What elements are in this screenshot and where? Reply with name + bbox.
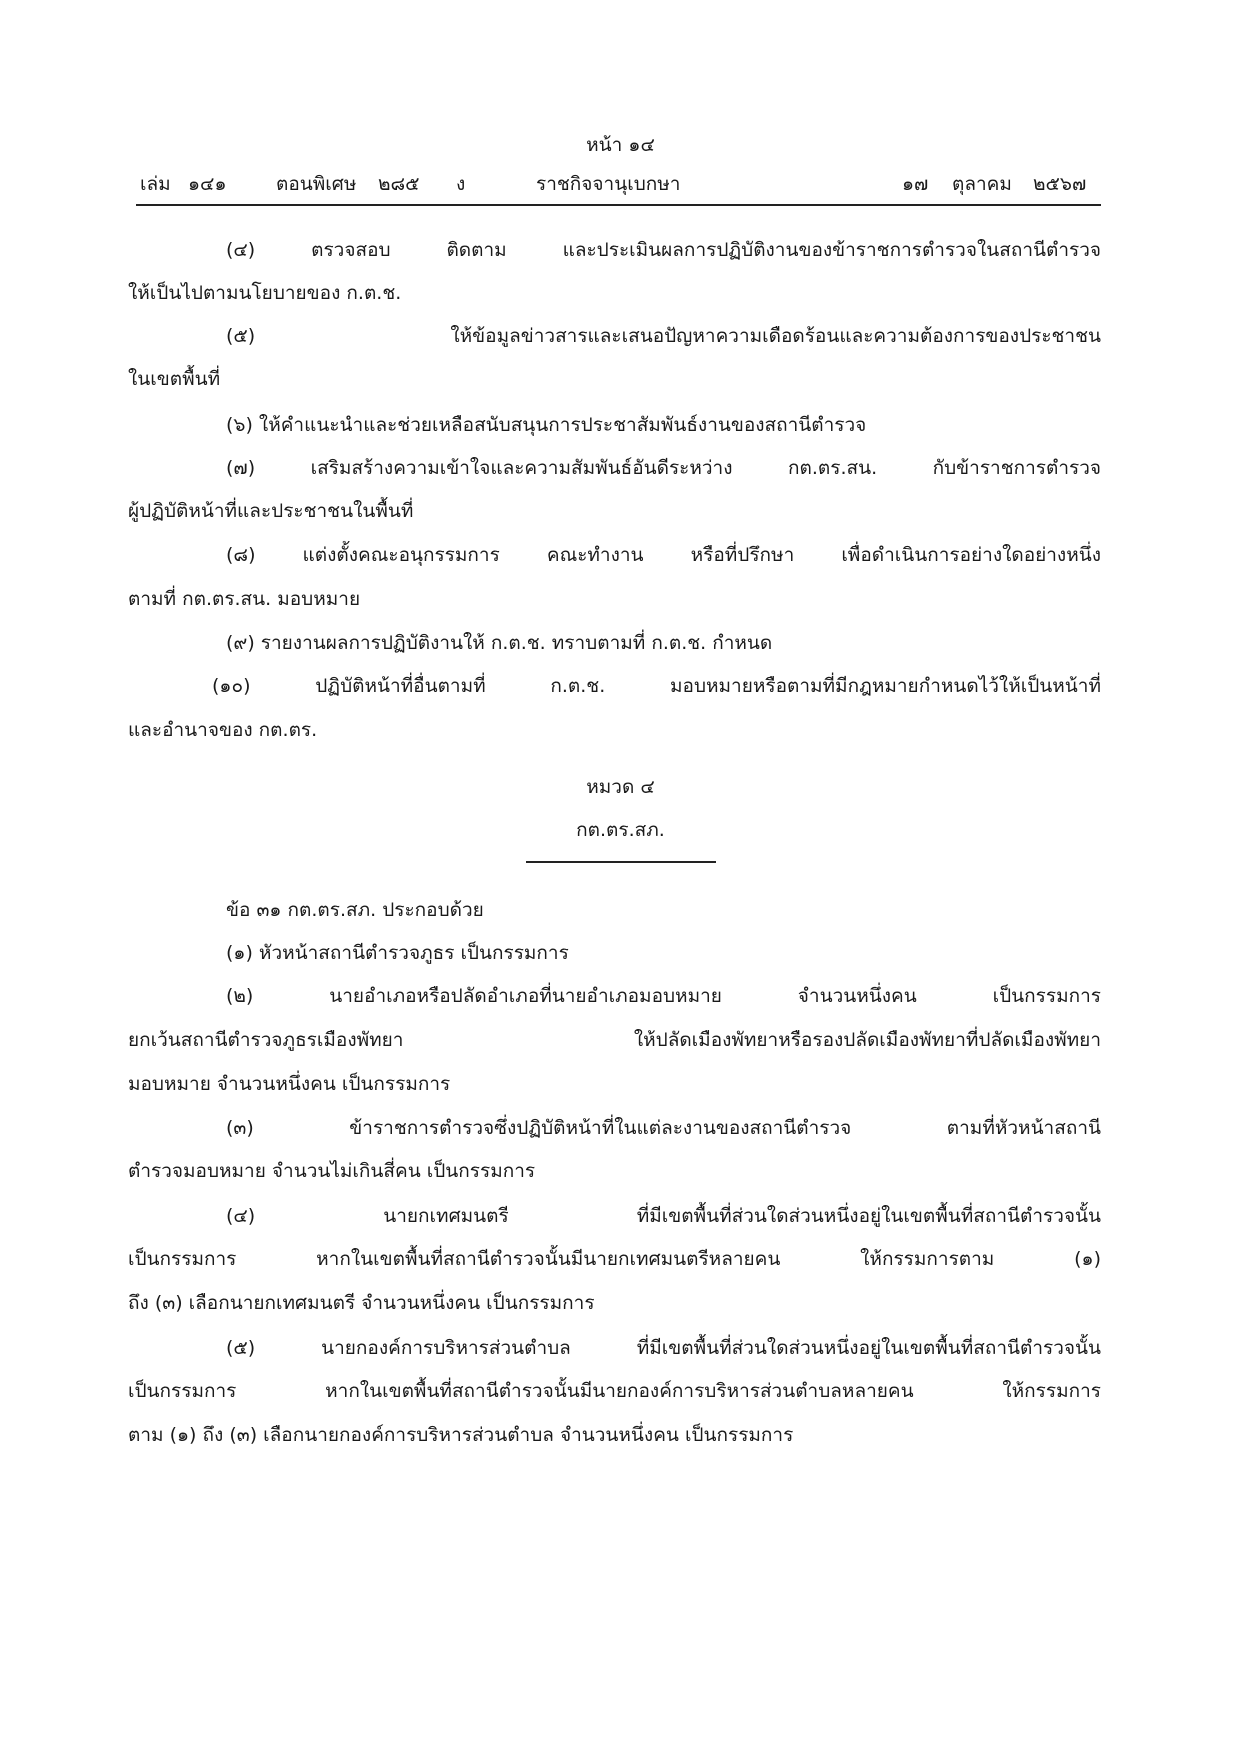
publication-title: ราชกิจจานุเบกษา xyxy=(536,173,681,195)
paragraph-line: (๔) นายกเทศมนตรี ที่มีเขตพื้นที่ส่วนใดส่วนหนึ่งอยู่ในเขตพื้นที่สถานีตำรวจนั้น xyxy=(226,1205,1101,1227)
paragraph-line: (๑) หัวหน้าสถานีตำรวจภูธร เป็นกรรมการ xyxy=(226,942,569,964)
page-number: หน้า ๑๔ xyxy=(586,134,655,156)
header-divider xyxy=(136,204,1101,206)
paragraph-line: ผู้ปฏิบัติหน้าที่และประชาชนในพื้นที่ xyxy=(128,500,414,522)
paragraph-line: ในเขตพื้นที่ xyxy=(128,368,221,390)
paragraph-line: (๒) นายอำเภอหรือปลัดอำเภอที่นายอำเภอมอบหมาย จำนวนหนึ่งคน เป็นกรรมการ xyxy=(226,985,1101,1007)
gazette-header xyxy=(140,170,1101,198)
paragraph-line: (๘) แต่งตั้งคณะอนุกรรมการ คณะทำงาน หรือที่ปรึกษา เพื่อดำเนินการอย่างใดอย่างหนึ่ง xyxy=(226,544,1101,566)
date-year: ๒๕๖๗ xyxy=(1033,173,1087,195)
paragraph-line: (๖) ให้คำแนะนำและช่วยเหลือสนับสนุนการประชาสัมพันธ์งานของสถานีตำรวจ xyxy=(226,414,867,436)
issue-label: ตอนพิเศษ xyxy=(276,173,357,195)
paragraph-line: มอบหมาย จำนวนหนึ่งคน เป็นกรรมการ xyxy=(128,1073,451,1095)
chapter-title: หมวด ๔ xyxy=(586,776,655,798)
paragraph-line: ยกเว้นสถานีตำรวจภูธรเมืองพัทยา ให้ปลัดเมืองพัทยาหรือรองปลัดเมืองพัทยาที่ปลัดเมืองพัทยา xyxy=(128,1029,1101,1051)
paragraph-line: เป็นกรรมการ หากในเขตพื้นที่สถานีตำรวจนั้นมีนายกเทศมนตรีหลายคน ให้กรรมการตาม (๑) xyxy=(128,1248,1101,1270)
issue-suffix: ง xyxy=(456,173,466,195)
volume-label: เล่ม xyxy=(140,173,171,195)
paragraph-line: ตามที่ กต.ตร.สน. มอบหมาย xyxy=(128,588,361,610)
paragraph-line: (๓) ข้าราชการตำรวจซึ่งปฏิบัติหน้าที่ในแต่ละงานของสถานีตำรวจ ตามที่หัวหน้าสถานี xyxy=(226,1117,1101,1139)
article-heading: ข้อ ๓๑ กต.ตร.สภ. ประกอบด้วย xyxy=(226,899,484,921)
volume-number: ๑๔๑ xyxy=(188,173,227,195)
date-month: ตุลาคม xyxy=(952,173,1012,195)
paragraph-line: (๑๐) ปฏิบัติหน้าที่อื่นตามที่ ก.ต.ช. มอบหมายหรือตามที่มีกฎหมายกำหนดไว้ให้เป็นหน้าที่ xyxy=(212,675,1101,697)
paragraph-line: ถึง (๓) เลือกนายกเทศมนตรี จำนวนหนึ่งคน เป็นกรรมการ xyxy=(128,1292,595,1314)
paragraph-line: (๕) นายกองค์การบริหารส่วนตำบล ที่มีเขตพื้นที่ส่วนใดส่วนหนึ่งอยู่ในเขตพื้นที่สถานีตำรวจนั้น xyxy=(226,1337,1101,1359)
paragraph-line: ตาม (๑) ถึง (๓) เลือกนายกองค์การบริหารส่วนตำบล จำนวนหนึ่งคน เป็นกรรมการ xyxy=(128,1424,794,1446)
chapter-subtitle: กต.ตร.สภ. xyxy=(576,819,665,841)
chapter-divider xyxy=(526,861,716,863)
issue-number: ๒๘๕ xyxy=(378,173,420,195)
paragraph-line: (๙) รายงานผลการปฏิบัติงานให้ ก.ต.ช. ทราบตามที่ ก.ต.ช. กำหนด xyxy=(226,632,773,654)
paragraph-line: เป็นกรรมการ หากในเขตพื้นที่สถานีตำรวจนั้นมีนายกองค์การบริหารส่วนตำบลหลายคน ให้กรรมการ xyxy=(128,1380,1101,1402)
paragraph-line: (๔) ตรวจสอบ ติดตาม และประเมินผลการปฏิบัติงานของข้าราชการตำรวจในสถานีตำรวจ xyxy=(226,239,1101,261)
paragraph-line: และอำนาจของ กต.ตร. xyxy=(128,719,318,741)
date-day: ๑๗ xyxy=(902,173,929,195)
paragraph-line: (๕) ให้ข้อมูลข่าวสารและเสนอปัญหาความเดือดร้อนและความต้องการของประชาชน xyxy=(226,325,1101,347)
paragraph-line: (๗) เสริมสร้างความเข้าใจและความสัมพันธ์อันดีระหว่าง กต.ตร.สน. กับข้าราชการตำรวจ xyxy=(226,457,1101,479)
paragraph-line: ตำรวจมอบหมาย จำนวนไม่เกินสี่คน เป็นกรรมการ xyxy=(128,1160,536,1182)
paragraph-line: ให้เป็นไปตามนโยบายของ ก.ต.ช. xyxy=(128,282,402,304)
